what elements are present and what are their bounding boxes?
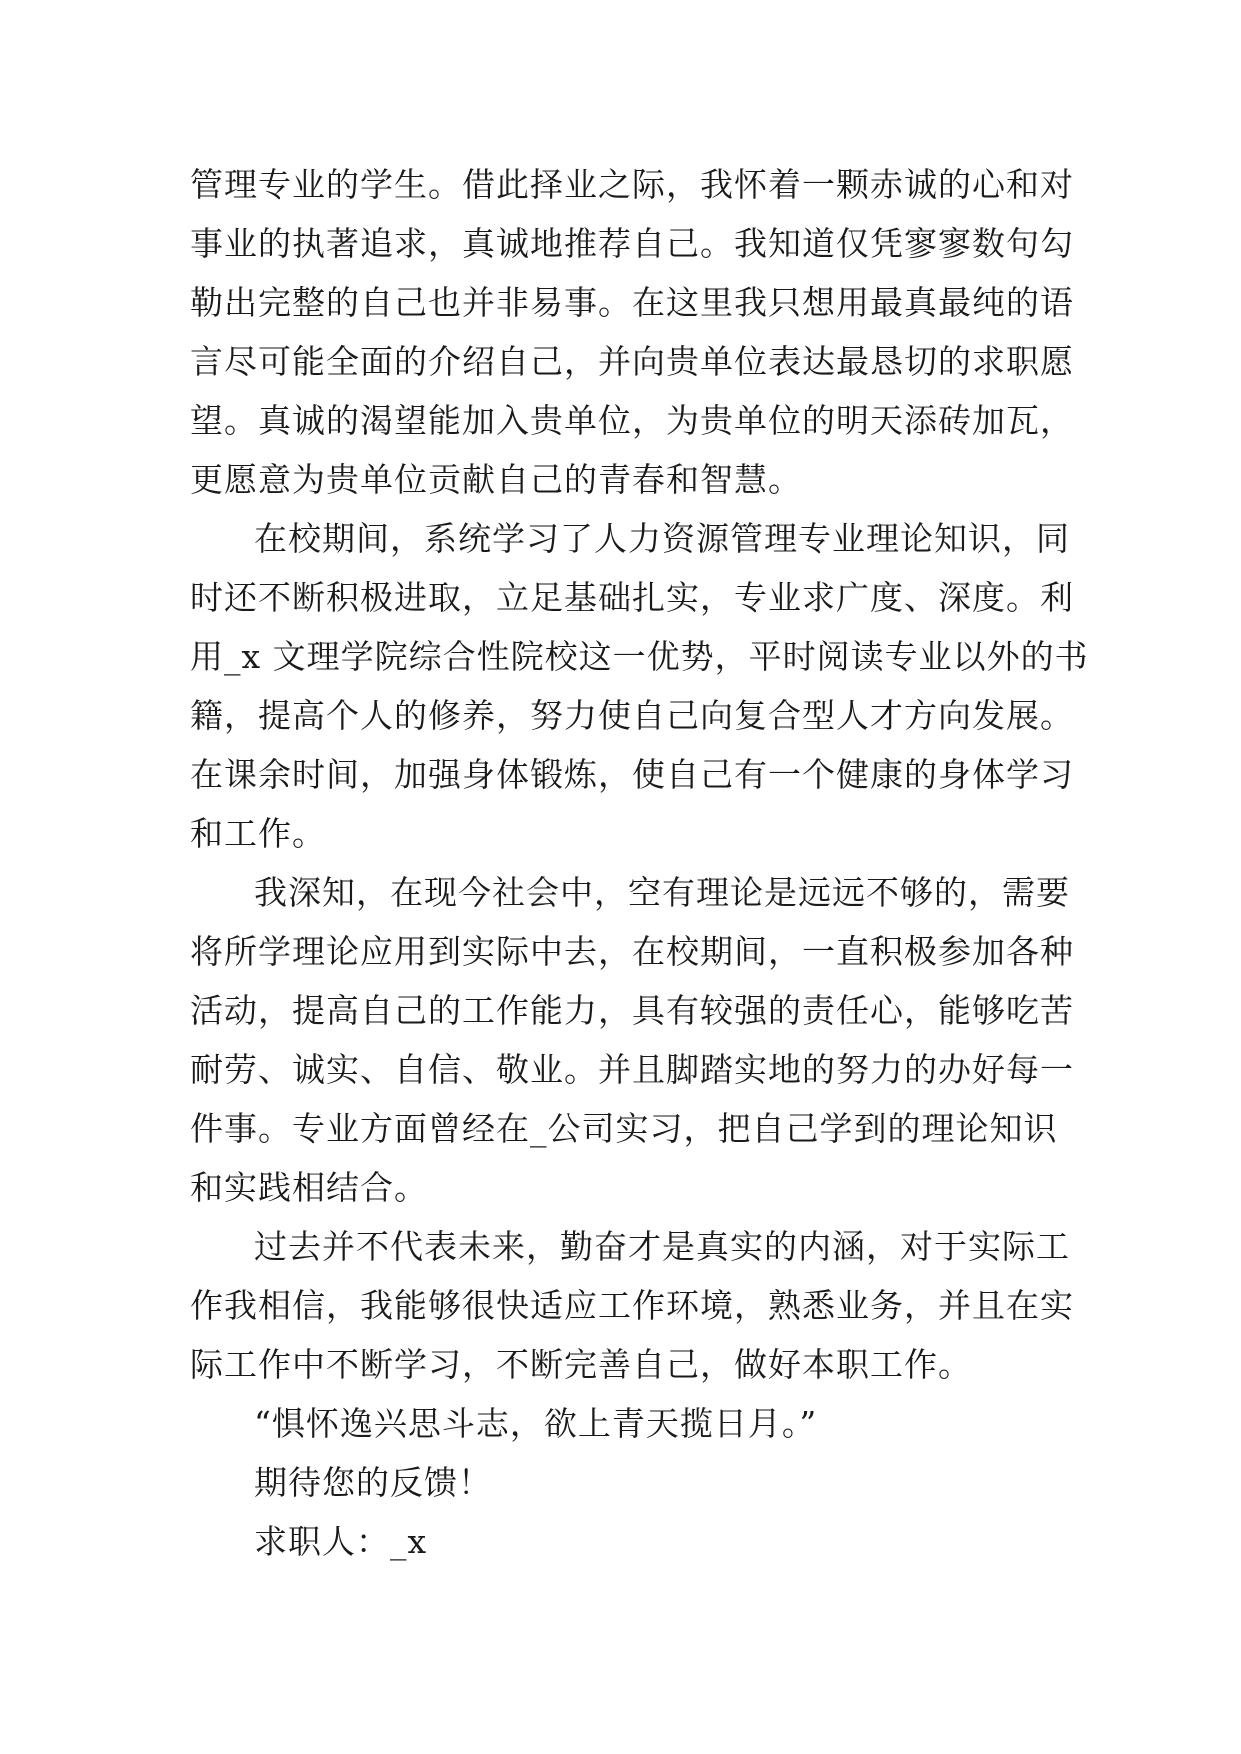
text-line: 际工作中不断学习，不断完善自己，做好本职工作。 bbox=[190, 1345, 972, 1384]
text-line: 作我相信，我能够很快适应工作环境，熟悉业务，并且在实 bbox=[190, 1286, 1074, 1325]
text-line: 在课余时间，加强身体锻炼，使自己有一个健康的身体学习 bbox=[190, 755, 1074, 794]
text-line: 望。真诚的渴望能加入贵单位，为贵单位的明天添砖加瓦， bbox=[190, 401, 1074, 440]
text-line: 耐劳、诚实、自信、敬业。并且脚踏实地的努力的办好每一 bbox=[190, 1050, 1074, 1089]
signature-line: 求职人：_x bbox=[254, 1522, 428, 1561]
text-line: 活动，提高自己的工作能力，具有较强的责任心，能够吃苦 bbox=[190, 991, 1074, 1030]
text-line: 言尽可能全面的介绍自己，并向贵单位表达最恳切的求职愿 bbox=[190, 342, 1074, 381]
text-line: 和工作。 bbox=[190, 814, 326, 853]
text-line: 将所学理论应用到实际中去，在校期间，一直积极参加各种 bbox=[190, 932, 1074, 971]
quote-line: “惧怀逸兴思斗志，欲上青天揽日月。” bbox=[254, 1404, 818, 1443]
text-line: 籍，提高个人的修养，努力使自己向复合型人才方向发展。 bbox=[190, 696, 1074, 735]
closing-line: 期待您的反馈！ bbox=[254, 1463, 492, 1502]
text-line: 时还不断积极进取，立足基础扎实，专业求广度、深度。利 bbox=[190, 578, 1074, 617]
paragraph-first-line: 我深知，在现今社会中，空有理论是远远不够的，需要 bbox=[254, 873, 1070, 912]
text-line: 管理专业的学生。借此择业之际，我怀着一颗赤诚的心和对 bbox=[190, 165, 1074, 204]
text-line: 更愿意为贵单位贡献自己的青春和智慧。 bbox=[190, 460, 802, 499]
text-line: 勒出完整的自己也并非易事。在这里我只想用最真最纯的语 bbox=[190, 283, 1074, 322]
text-line: 事业的执著追求，真诚地推荐自己。我知道仅凭寥寥数句勾 bbox=[190, 224, 1074, 263]
paragraph-first-line: 过去并不代表未来，勤奋才是真实的内涵，对于实际工 bbox=[254, 1227, 1070, 1266]
text-line: 和实践相结合。 bbox=[190, 1168, 428, 1207]
text-line: 用_x 文理学院综合性院校这一优势，平时阅读专业以外的书 bbox=[190, 637, 1089, 676]
paragraph-first-line: 在校期间，系统学习了人力资源管理专业理论知识，同 bbox=[254, 519, 1070, 558]
text-line: 件事。专业方面曾经在_公司实习，把自己学到的理论知识 bbox=[190, 1109, 1058, 1148]
